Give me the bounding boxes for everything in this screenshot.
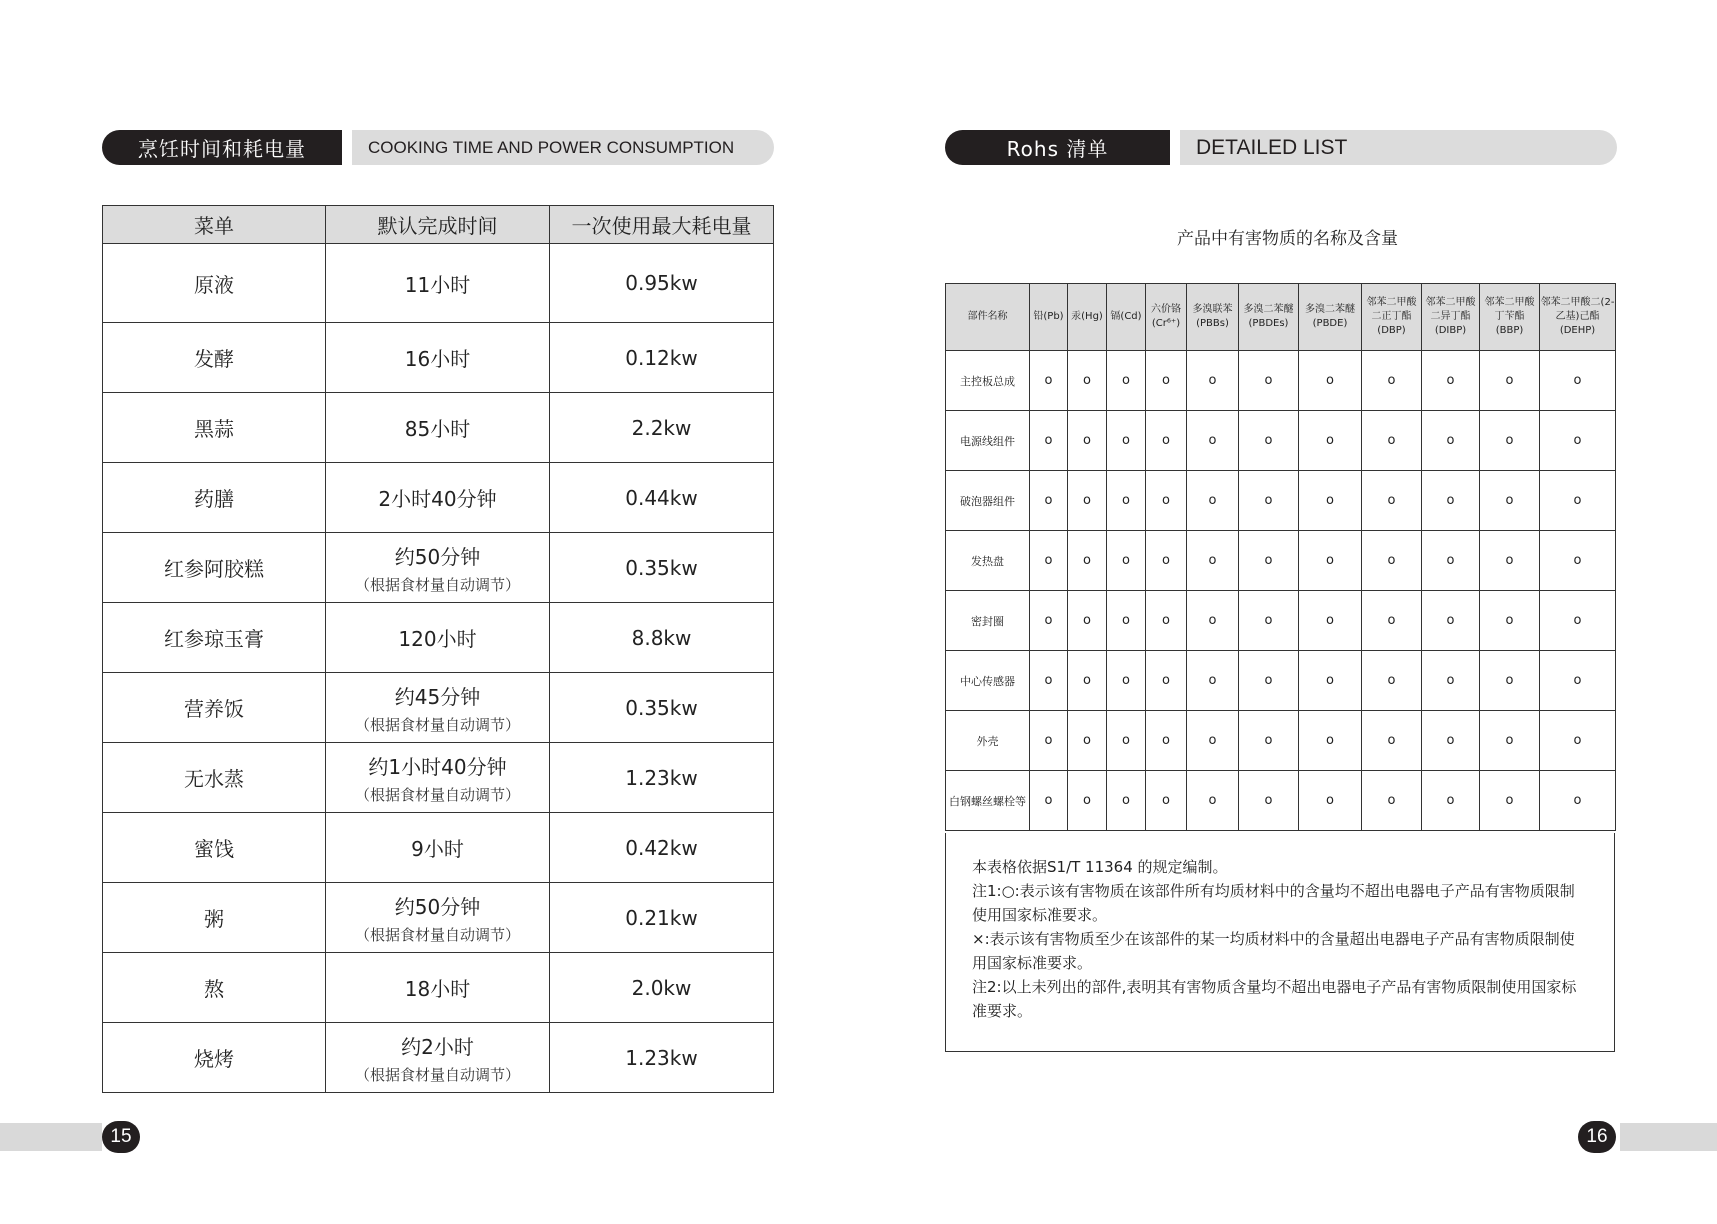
substance-cell: o (1299, 771, 1362, 831)
column-header: 邻苯二甲酸二异丁酯 (DIBP) (1422, 284, 1480, 351)
substance-cell: o (1030, 711, 1068, 771)
power-cell: 2.0kw (550, 953, 774, 1023)
time-note: （根据食材量自动调节） (354, 925, 520, 944)
power-cell: 1.23kw (550, 1023, 774, 1093)
substance-cell: o (1422, 471, 1480, 531)
substance-cell: o (1239, 651, 1299, 711)
part-name-cell: 主控板总成 (946, 351, 1030, 411)
column-header: 镉(Cd) (1107, 284, 1146, 351)
column-header: 汞(Hg) (1068, 284, 1107, 351)
part-name-cell: 外壳 (946, 711, 1030, 771)
substance-cell: o (1187, 471, 1239, 531)
substance-cell: o (1187, 531, 1239, 591)
left-page (0, 0, 858, 1224)
column-header: 多溴二苯醚 (PBDEs) (1239, 284, 1299, 351)
column-header: 多溴联苯 (PBBs) (1187, 284, 1239, 351)
time-cell (326, 393, 550, 463)
substance-cell: o (1480, 711, 1540, 771)
power-cell: 0.35kw (550, 533, 774, 603)
note-line: 本表格依据S1/T 11364 的规定编制。 (972, 858, 1228, 876)
section-title-en: DETAILED LIST (1180, 130, 1617, 165)
column-header: 多溴二苯醚 (PBDE) (1299, 284, 1362, 351)
note-line: ×:表示该有害物质至少在该部件的某一均质材料中的含量超出电器电子产品有害物质限制使用国家标准要求。 (972, 930, 1575, 972)
substance-cell: o (1540, 591, 1616, 651)
substance-cell: o (1362, 711, 1422, 771)
column-header: 邻苯二甲酸丁苄酯 (BBP) (1480, 284, 1540, 351)
table-row (103, 743, 774, 813)
section-header (102, 130, 774, 165)
table-row (946, 771, 1616, 831)
substance-cell: o (1068, 531, 1107, 591)
substance-cell: o (1362, 651, 1422, 711)
substance-cell: o (1239, 411, 1299, 471)
power-cell: 0.44kw (550, 463, 774, 533)
substance-cell: o (1362, 771, 1422, 831)
substance-cell: o (1540, 531, 1616, 591)
table-row (103, 813, 774, 883)
right-page (858, 0, 1717, 1224)
menu-cell: 熬 (103, 953, 326, 1023)
substance-cell: o (1362, 531, 1422, 591)
substance-cell: o (1030, 531, 1068, 591)
page-number: 15 (102, 1121, 140, 1153)
power-cell: 0.42kw (550, 813, 774, 883)
time-value: 11小时 (404, 272, 471, 297)
time-value: 2小时40分钟 (378, 487, 497, 511)
substance-cell: o (1107, 651, 1146, 711)
substance-cell: o (1299, 591, 1362, 651)
substance-cell: o (1299, 651, 1362, 711)
substance-cell: o (1146, 411, 1187, 471)
column-header: 邻苯二甲酸二正丁酯 (DBP) (1362, 284, 1422, 351)
menu-cell: 发酵 (103, 323, 326, 393)
substance-cell: o (1422, 591, 1480, 651)
menu-cell: 红参琼玉膏 (103, 603, 326, 673)
column-header: 邻苯二甲酸二(2-乙基)己酯 (DEHP) (1540, 284, 1616, 351)
substance-cell: o (1422, 651, 1480, 711)
substance-cell: o (1239, 771, 1299, 831)
time-cell (326, 673, 550, 743)
menu-cell: 蜜饯 (103, 813, 326, 883)
time-value: 约1小时40分钟 (368, 754, 507, 779)
table-header-row (946, 284, 1616, 351)
substance-cell: o (1239, 471, 1299, 531)
substance-cell: o (1187, 351, 1239, 411)
substance-cell: o (1107, 711, 1146, 771)
note-line: 注1:○:表示该有害物质在该部件所有均质材料中的含量均不超出电器电子产品有害物质限制使用国家标准要求。 (972, 882, 1575, 924)
substance-cell: o (1030, 651, 1068, 711)
substance-cell: o (1362, 591, 1422, 651)
table-row (103, 323, 774, 393)
menu-cell: 红参阿胶糕 (103, 533, 326, 603)
power-cell: 1.23kw (550, 743, 774, 813)
time-note: （根据食材量自动调节） (354, 1065, 520, 1084)
substance-cell: o (1239, 591, 1299, 651)
substance-cell: o (1362, 351, 1422, 411)
column-header: 铅(Pb) (1030, 284, 1068, 351)
table-row (103, 953, 774, 1023)
menu-cell: 营养饭 (103, 673, 326, 743)
column-header: 六价铬 (Cr⁶⁺) (1146, 284, 1187, 351)
substance-cell: o (1299, 411, 1362, 471)
power-cell: 0.35kw (550, 673, 774, 743)
substance-cell: o (1107, 771, 1146, 831)
substance-cell: o (1422, 531, 1480, 591)
rohs-table (945, 283, 1616, 831)
substance-cell: o (1239, 351, 1299, 411)
time-cell (326, 1023, 550, 1093)
menu-cell: 药膳 (103, 463, 326, 533)
time-value: 9小时 (411, 837, 464, 861)
substance-cell: o (1362, 411, 1422, 471)
page-number-strip (0, 1123, 102, 1151)
substance-cell: o (1540, 711, 1616, 771)
substance-cell: o (1540, 471, 1616, 531)
substance-cell: o (1146, 711, 1187, 771)
page-number: 16 (1578, 1121, 1616, 1153)
substance-cell: o (1422, 351, 1480, 411)
substance-cell: o (1540, 411, 1616, 471)
menu-cell: 无水蒸 (103, 743, 326, 813)
column-header: 一次使用最大耗电量 (550, 206, 774, 244)
substance-cell: o (1299, 531, 1362, 591)
time-value: 约50分钟 (394, 894, 481, 919)
substance-cell: o (1540, 651, 1616, 711)
substance-cell: o (1422, 771, 1480, 831)
note-line: 注2:以上未列出的部件,表明其有害物质含量均不超出电器电子产品有害物质限制使用国家标准要求。 (972, 978, 1577, 1020)
substance-cell: o (1068, 711, 1107, 771)
substance-cell: o (1540, 351, 1616, 411)
substance-cell: o (1480, 531, 1540, 591)
substance-cell: o (1146, 591, 1187, 651)
table-row (103, 463, 774, 533)
time-cell (326, 813, 550, 883)
time-note: （根据食材量自动调节） (354, 785, 520, 804)
substance-cell: o (1030, 771, 1068, 831)
substance-cell: o (1107, 591, 1146, 651)
time-cell (326, 603, 550, 673)
time-cell (326, 244, 550, 323)
substance-cell: o (1187, 411, 1239, 471)
table-row (946, 471, 1616, 531)
notes-box (945, 833, 1615, 1052)
time-note: （根据食材量自动调节） (354, 715, 520, 734)
table-row (103, 244, 774, 323)
table-header-row (103, 206, 774, 244)
substance-cell: o (1480, 411, 1540, 471)
table-row (946, 531, 1616, 591)
substance-cell: o (1187, 711, 1239, 771)
part-name-cell: 密封圈 (946, 591, 1030, 651)
substance-cell: o (1068, 411, 1107, 471)
time-value: 约2小时 (401, 1034, 474, 1059)
substance-cell: o (1480, 471, 1540, 531)
substance-cell: o (1480, 651, 1540, 711)
time-note: （根据食材量自动调节） (354, 575, 520, 594)
substance-cell: o (1362, 471, 1422, 531)
section-title-cn: 烹饪时间和耗电量 (102, 130, 342, 165)
substance-cell: o (1187, 771, 1239, 831)
substance-cell: o (1146, 471, 1187, 531)
substance-cell: o (1107, 531, 1146, 591)
table-row (946, 711, 1616, 771)
menu-cell: 黑蒜 (103, 393, 326, 463)
substance-cell: o (1146, 531, 1187, 591)
table-row (103, 533, 774, 603)
time-value: 85小时 (404, 417, 471, 441)
column-header: 部件名称 (946, 284, 1030, 351)
power-cell: 2.2kw (550, 393, 774, 463)
substance-cell: o (1187, 591, 1239, 651)
substance-cell: o (1030, 411, 1068, 471)
substance-cell: o (1540, 771, 1616, 831)
cooking-table (102, 205, 774, 1093)
substance-cell: o (1068, 771, 1107, 831)
substance-cell: o (1030, 471, 1068, 531)
substance-cell: o (1068, 471, 1107, 531)
substance-cell: o (1146, 651, 1187, 711)
time-value: 约45分钟 (394, 684, 481, 709)
page-number-strip (1620, 1123, 1717, 1151)
section-title-en: COOKING TIME AND POWER CONSUMPTION (352, 130, 774, 165)
part-name-cell: 中心传感器 (946, 651, 1030, 711)
power-cell: 8.8kw (550, 603, 774, 673)
substance-cell: o (1030, 591, 1068, 651)
column-header: 菜单 (103, 206, 326, 244)
substance-cell: o (1299, 471, 1362, 531)
power-cell: 0.12kw (550, 323, 774, 393)
time-cell (326, 533, 550, 603)
table-row (103, 393, 774, 463)
time-value: 16小时 (404, 347, 471, 371)
part-name-cell: 发热盘 (946, 531, 1030, 591)
time-cell (326, 743, 550, 813)
time-value: 约50分钟 (394, 544, 481, 569)
power-cell: 0.21kw (550, 883, 774, 953)
power-cell: 0.95kw (550, 244, 774, 323)
table-row (103, 673, 774, 743)
time-value: 18小时 (404, 977, 471, 1001)
substance-cell: o (1422, 711, 1480, 771)
table-row (946, 591, 1616, 651)
table-row (103, 883, 774, 953)
substance-cell: o (1146, 771, 1187, 831)
table-row (103, 1023, 774, 1093)
time-value: 120小时 (398, 627, 477, 651)
substance-cell: o (1239, 531, 1299, 591)
menu-cell: 粥 (103, 883, 326, 953)
part-name-cell: 破泡器组件 (946, 471, 1030, 531)
substance-cell: o (1299, 351, 1362, 411)
substance-cell: o (1422, 411, 1480, 471)
substance-cell: o (1030, 351, 1068, 411)
substance-cell: o (1068, 651, 1107, 711)
table-row (103, 603, 774, 673)
menu-cell: 烧烤 (103, 1023, 326, 1093)
part-name-cell: 白钢螺丝螺栓等 (946, 771, 1030, 831)
column-header: 默认完成时间 (326, 206, 550, 244)
table-row (946, 411, 1616, 471)
substance-cell: o (1299, 711, 1362, 771)
substance-cell: o (1107, 471, 1146, 531)
part-name-cell: 电源线组件 (946, 411, 1030, 471)
table-row (946, 351, 1616, 411)
substance-cell: o (1239, 711, 1299, 771)
substance-cell: o (1480, 591, 1540, 651)
substance-cell: o (1187, 651, 1239, 711)
time-cell (326, 953, 550, 1023)
substance-cell: o (1107, 351, 1146, 411)
time-cell (326, 323, 550, 393)
section-header (945, 130, 1617, 165)
time-cell (326, 883, 550, 953)
substance-cell: o (1068, 351, 1107, 411)
rohs-subtitle: 产品中有害物质的名称及含量 (1177, 229, 1398, 249)
substance-cell: o (1068, 591, 1107, 651)
time-cell (326, 463, 550, 533)
substance-cell: o (1480, 771, 1540, 831)
substance-cell: o (1480, 351, 1540, 411)
menu-cell: 原液 (103, 244, 326, 323)
table-row (946, 651, 1616, 711)
section-title-cn: Rohs 清单 (945, 130, 1170, 165)
substance-cell: o (1107, 411, 1146, 471)
substance-cell: o (1146, 351, 1187, 411)
